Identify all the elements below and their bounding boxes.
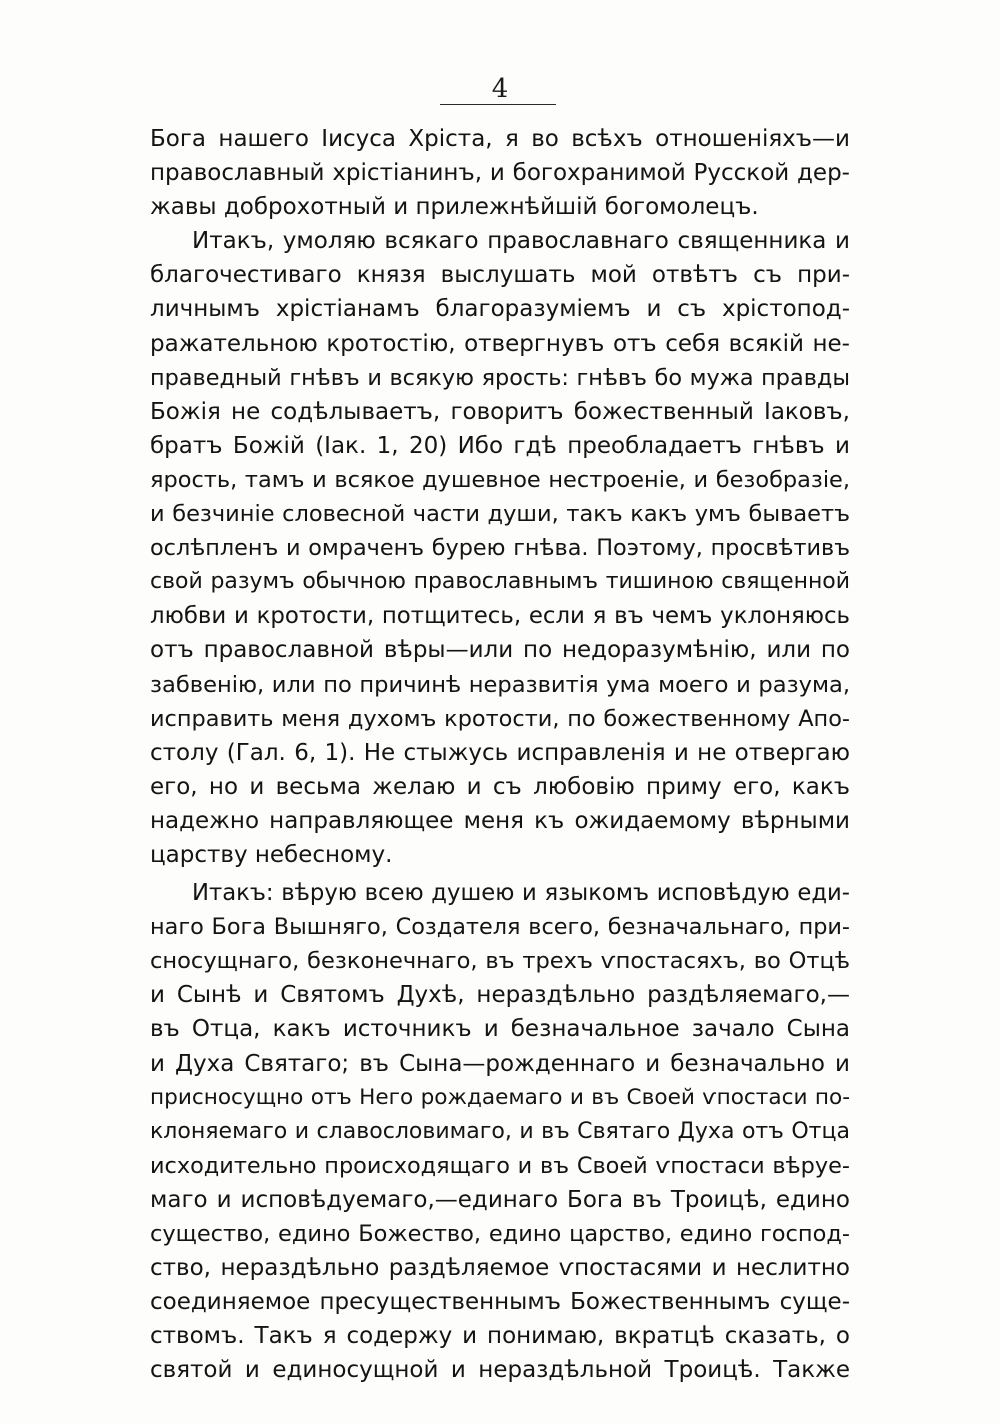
- text-line: царству небесному.: [150, 841, 393, 868]
- text-line: праведный гнѣвъ и всякую ярость: гнѣвъ бо мужа правды: [150, 364, 850, 391]
- text-line: Божія не содѣлываетъ, говоритъ божественный Іаковъ,: [150, 398, 850, 425]
- text-line: православный хрістіанинъ, и богохранимой Русской дер-: [150, 160, 850, 187]
- text-line: присносущно отъ Него рождаемаго и въ Своей ѵпостаси по-: [150, 1084, 850, 1110]
- text-line: и Духа Святаго; въ Сына—рожденнаго и безначально и: [150, 1050, 850, 1077]
- text-line: Итакъ, умоляю всякаго православнаго священника и: [192, 228, 850, 255]
- header-rule: [440, 104, 556, 105]
- text-line: сносущнаго, безконечнаго, въ трехъ ѵпостасяхъ, во Отцѣ: [150, 948, 850, 975]
- text-line: и Сынѣ и Святомъ Духѣ, нераздѣльно раздѣляемаго,—: [150, 982, 850, 1009]
- text-line: забвенію, или по причинѣ неразвитія ума моего и разума,: [150, 671, 850, 698]
- text-line: жавы доброхотный и прилежнѣйшій богомолецъ.: [150, 194, 759, 221]
- text-line: надежно направляющее меня къ ожидаемому вѣрными: [150, 807, 850, 834]
- text-line: Бога нашего Іисуса Хріста, я во всѣхъ отношеніяхъ—и: [150, 126, 850, 152]
- text-line: личнымъ хрістіанамъ благоразуміемъ и съ хрістопод-: [150, 296, 850, 323]
- page-number: 4: [491, 74, 509, 104]
- text-line: столу (Гал. 6, 1). Не стыжусь исправленія и не отвергаю: [150, 739, 850, 766]
- text-line: свой разумъ обычною православнымъ тишиною священной: [150, 569, 850, 595]
- text-line: и безчиніе словесной части души, такъ какъ умъ бываетъ: [150, 501, 850, 528]
- text-line: ярость, тамъ и всякое душевное нестроеніе, и безобразіе,: [150, 466, 850, 493]
- text-line: ствомъ. Такъ я содержу и понимаю, вкратцѣ сказать, о: [150, 1323, 850, 1350]
- text-line: соединяемое пресущественнымъ Божественнымъ суще-: [150, 1289, 850, 1316]
- text-line: въ Отца, какъ источникъ и безначальное зачало Сына: [150, 1016, 850, 1043]
- text-line: существо, едино Божество, едино царство, едино господ-: [150, 1221, 850, 1247]
- text-line: святой и единосущной и нераздѣльной Троицѣ. Также: [150, 1357, 850, 1384]
- text-line: отъ православной вѣры—или по недоразумѣнію, или по: [150, 637, 850, 664]
- text-line: его, но и весьма желаю и съ любовію приму его, какъ: [150, 773, 850, 800]
- text-line: Итакъ: вѣрую всею душею и языкомъ исповѣдую еди-: [192, 880, 850, 907]
- text-line: исправить меня духомъ кротости, по божественному Апо-: [150, 705, 850, 732]
- body-text: [150, 122, 850, 1387]
- text-line: наго Бога Вышняго, Создателя всего, безначальнаго, при-: [150, 914, 850, 941]
- text-line: благочестиваго князя выслушать мой отвѣтъ съ при-: [150, 262, 850, 289]
- text-line: любви и кротости, потщитесь, если я въ чемъ уклоняюсь: [150, 603, 850, 630]
- text-line: ражательною кротостію, отвергнувъ отъ себя всякій не-: [150, 330, 850, 357]
- text-line: исходительно происходящаго и въ Своей ѵпостаси вѣруе-: [150, 1152, 850, 1179]
- text-line: маго и исповѣдуемаго,—единаго Бога въ Троицѣ, едино: [150, 1186, 850, 1213]
- text-line: клоняемаго и славословимаго, и въ Святаго Духа отъ Отца: [150, 1118, 850, 1144]
- text-line: братъ Божій (Іак. 1, 20) Ибо гдѣ преобладаетъ гнѣвъ и: [150, 432, 850, 459]
- text-line: ослѣпленъ и омраченъ бурею гнѣва. Поэтому, просвѣтивъ: [150, 535, 850, 562]
- text-line: ство, нераздѣльно раздѣляемое ѵпостасями и неслитно: [150, 1255, 850, 1282]
